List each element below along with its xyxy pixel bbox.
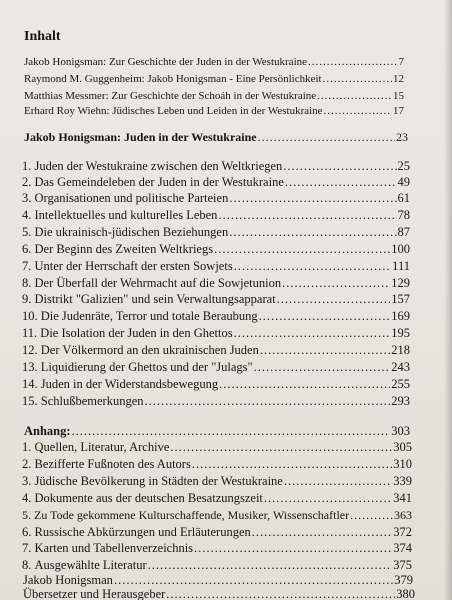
appendix-page: 310 [393, 457, 412, 471]
chapter-page: 25 [397, 159, 410, 173]
leader-dots [284, 475, 392, 488]
chapter-entry [22, 277, 410, 290]
chapter-entry [22, 209, 410, 222]
appendix-page: 305 [393, 440, 412, 454]
chapter-title: Das Gemeindeleben der Juden in der Westukraine [34, 175, 284, 189]
appendix-number: 5. [22, 508, 31, 522]
chapter-number: 12. [22, 343, 38, 357]
leader-dots [166, 588, 395, 600]
chapter-title: Juden der Westukraine zwischen den Weltkriegen [34, 159, 283, 173]
chapter-title: Distrikt "Galizien" und sein Verwaltungsapparat [34, 292, 276, 306]
appendix-text: Karten und Tabellenverzeichnis [34, 541, 194, 555]
leader-dots [350, 509, 393, 521]
chapter-title: Unter der Herrschaft der ersten Sowjets [34, 259, 233, 273]
page-heading: Inhalt [24, 29, 61, 44]
appendix-page: 363 [394, 508, 412, 522]
leader-dots [252, 526, 392, 539]
chapter-number: 5. [22, 225, 32, 239]
entry-text: Jakob Honigsman: Zur Geschichte der Juden in der Westukraine [24, 56, 308, 68]
chapter-number: 11. [22, 326, 38, 340]
chapter-page: 100 [391, 242, 410, 256]
intro-entry [24, 106, 404, 117]
chapter-title: Juden in der Widerstandsbewegung [40, 377, 219, 391]
appendix-title-entry [24, 425, 410, 438]
leader-dots [170, 441, 392, 454]
appendix-number: 3. [22, 474, 32, 488]
chapter-entry [22, 243, 410, 256]
leader-dots [234, 327, 391, 340]
appendix-text: Bezifferte Fußnoten des Autors [34, 457, 191, 471]
chapter-page: 243 [391, 360, 410, 374]
chapter-entry [22, 260, 410, 273]
chapter-entry [22, 226, 410, 239]
leader-dots [285, 176, 397, 189]
chapter-entry [22, 344, 410, 357]
chapter-title: Der Völkermord an den ukrainischen Juden [40, 343, 259, 357]
chapter-page: 157 [391, 292, 410, 306]
chapter-number: 6. [22, 242, 32, 256]
appendix-number: 8. [22, 558, 32, 572]
leader-dots [72, 425, 391, 438]
leader-dots [234, 260, 391, 273]
chapter-number: 8. [22, 276, 32, 290]
chapter-number: 2. [22, 175, 32, 189]
main-title-text: Jakob Honigsman: Juden in der Westukraine [24, 130, 257, 144]
main-title-page: 23 [396, 130, 408, 144]
closing-text: Übersetzer und Herausgeber [23, 587, 166, 600]
appendix-entry [22, 492, 412, 505]
chapter-title: Die Judenräte, Terror und totale Beraubung [40, 309, 258, 323]
appendix-entry [22, 475, 412, 488]
appendix-entry [22, 458, 412, 471]
leader-dots [317, 91, 392, 102]
appendix-text: Quellen, Literatur, Archive [34, 440, 170, 454]
leader-dots [264, 492, 392, 505]
chapter-page: 78 [397, 208, 410, 222]
chapter-title: Der Überfall der Wehrmacht auf die Sowjetunion [34, 276, 282, 290]
chapter-entry [22, 160, 410, 173]
leader-dots [282, 277, 390, 290]
intro-entry [24, 91, 404, 102]
chapter-page: 218 [391, 343, 410, 357]
leader-dots [277, 293, 391, 306]
leader-dots [214, 243, 390, 256]
appendix-text: Jüdische Bevölkerung in Städten der Westukraine [34, 474, 283, 488]
leader-dots [229, 192, 396, 205]
page-edge-shadow [444, 0, 452, 600]
leader-dots [114, 574, 393, 587]
leader-dots [259, 310, 391, 323]
chapter-page: 111 [392, 259, 410, 273]
appendix-text: Zu Tode gekommene Kulturschaffende, Musiker, Wissenschaftler [34, 508, 350, 522]
appendix-entry [22, 526, 412, 539]
chapter-entry [22, 395, 410, 408]
appendix-number: 4. [22, 491, 32, 505]
entry-text: Matthias Messmer: Zur Geschichte der Schoáh in der Westukraine [24, 90, 317, 102]
closing-entry [23, 588, 415, 600]
chapter-page: 255 [391, 377, 410, 391]
chapter-page: 49 [397, 175, 410, 189]
chapter-number: 10. [22, 309, 38, 323]
main-title-entry [24, 131, 408, 143]
intro-entry [24, 57, 404, 68]
chapter-page: 169 [391, 309, 410, 323]
leader-dots [308, 57, 397, 68]
appendix-text: Dokumente aus der deutschen Besatzungszeit [34, 491, 263, 505]
leader-dots [323, 74, 392, 85]
appendix-page: 372 [393, 525, 412, 539]
entry-page: 7 [398, 56, 404, 68]
chapter-number: 9. [22, 292, 32, 306]
leader-dots [283, 160, 396, 173]
appendix-page: 341 [393, 491, 412, 505]
chapter-entry [22, 327, 410, 340]
closing-page: 379 [394, 573, 413, 587]
chapter-title: Liquidierung der Ghettos und der "Julags" [40, 360, 253, 374]
chapter-number: 4. [22, 208, 32, 222]
intro-entry [24, 74, 404, 85]
chapter-entry [22, 293, 410, 306]
chapter-title: Die ukrainisch-jüdischen Beziehungen [34, 225, 229, 239]
closing-entry [23, 574, 413, 587]
entry-page: 17 [393, 105, 404, 117]
entry-page: 15 [393, 90, 404, 102]
entry-text: Raymond M. Guggenheim: Jakob Honigsman - Eine Persönlichkeit [24, 73, 322, 85]
leader-dots [254, 361, 391, 374]
entry-page: 12 [393, 73, 404, 85]
leader-dots [194, 542, 392, 555]
closing-text: Jakob Honigsman [23, 573, 113, 587]
appendix-page: 375 [393, 558, 412, 572]
chapter-entry [22, 378, 410, 391]
chapter-number: 1. [22, 159, 32, 173]
chapter-page: 129 [391, 276, 410, 290]
leader-dots [148, 559, 393, 572]
chapter-title: Organisationen und politische Parteien [34, 191, 229, 205]
entry-text: Erhard Roy Wiehn: Jüdisches Leben und Leiden in der Westukraine [24, 105, 323, 117]
closing-page: 380 [396, 587, 415, 600]
appendix-entry [22, 441, 412, 454]
appendix-entry [22, 542, 412, 555]
chapter-page: 195 [391, 326, 410, 340]
chapter-number: 3. [22, 191, 32, 205]
appendix-page: 339 [393, 474, 412, 488]
leader-dots [192, 458, 392, 471]
leader-dots [145, 395, 391, 408]
chapter-entry [22, 192, 410, 205]
chapter-number: 7. [22, 259, 32, 273]
appendix-entry [22, 509, 412, 521]
leader-dots [229, 226, 396, 239]
leader-dots [218, 209, 396, 222]
chapter-title: Intellektuelles und kulturelles Leben [34, 208, 218, 222]
chapter-entry [22, 176, 410, 189]
appendix-number: 6. [22, 525, 32, 539]
leader-dots [260, 344, 390, 357]
appendix-number: 2. [22, 457, 32, 471]
appendix-entry [22, 559, 412, 572]
appendix-number: 7. [22, 541, 32, 555]
leader-dots [258, 131, 395, 143]
chapter-title: Schlußbemerkungen [40, 394, 144, 408]
chapter-title: Die Isolation der Juden in den Ghettos [40, 326, 233, 340]
leader-dots [219, 378, 390, 391]
leader-dots [324, 106, 392, 117]
chapter-page: 293 [391, 394, 410, 408]
chapter-number: 15. [22, 394, 38, 408]
chapter-number: 14. [22, 377, 38, 391]
appendix-text: Ausgewählte Literatur [34, 558, 147, 572]
chapter-number: 13. [22, 360, 38, 374]
appendix-title-text: Anhang: [24, 424, 71, 438]
appendix-text: Russische Abkürzungen und Erläuterungen [34, 525, 251, 539]
chapter-entry [22, 310, 410, 323]
appendix-page: 374 [393, 541, 412, 555]
appendix-number: 1. [22, 440, 32, 454]
chapter-page: 87 [397, 225, 410, 239]
appendix-title-page: 303 [391, 424, 410, 438]
chapter-page: 61 [397, 191, 410, 205]
chapter-entry [22, 361, 410, 374]
chapter-title: Der Beginn des Zweiten Weltkriegs [34, 242, 214, 256]
